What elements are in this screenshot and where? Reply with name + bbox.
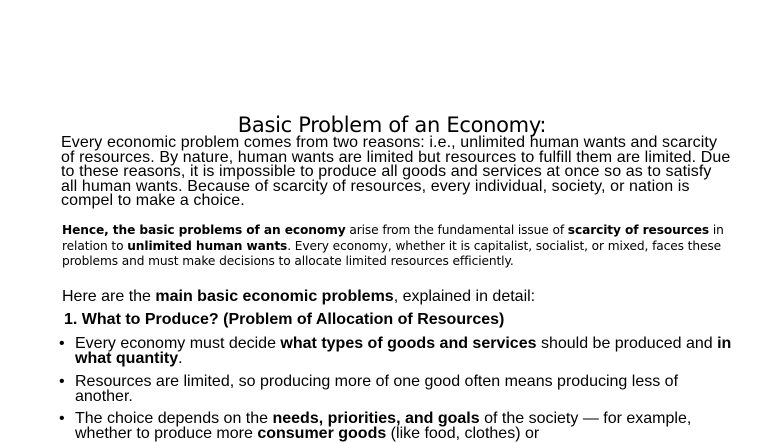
- slide-title: Basic Problem of an Economy:: [237, 113, 547, 137]
- body-text: .: [178, 350, 183, 367]
- bold-text: Hence, the basic problems of an economy: [62, 223, 346, 237]
- bold-text: scarcity of resources: [567, 223, 710, 237]
- list-item: [59, 336, 739, 366]
- scarcity-paragraph: [62, 223, 730, 270]
- bold-text: what types of goods and services: [280, 335, 537, 352]
- body-text: should be produced and: [536, 335, 718, 352]
- bold-text: main basic economic problems: [155, 288, 394, 305]
- body-text: , explained in detail:: [393, 288, 536, 305]
- section-heading: 1. What to Produce? (Problem of Allocation of Resources): [64, 311, 505, 328]
- body-text: The choice depends on the: [75, 410, 273, 427]
- body-text: Every economy must decide: [75, 335, 281, 352]
- body-text: (like food, clothes) or: [386, 425, 540, 442]
- body-text: of the society — for example, whether to produce more: [75, 410, 692, 442]
- intro-paragraph: Every economic problem comes from two reasons: i.e., unlimited human wants and scarcity of resources. By nature, human wants are limited but resources to fulfill them are limited. Due to these reasons, it is impossible to produce all goods and services at once so as to satisfy all human wants. Because of scarcity of resources, every individual, society, or nation is compel to make a choice.: [61, 134, 731, 210]
- bold-text: consumer goods: [257, 425, 387, 442]
- bold-text: in what quantity: [75, 335, 732, 367]
- list-item: [59, 374, 739, 404]
- bold-text: needs, priorities, and goals: [272, 410, 480, 427]
- list-item: [59, 411, 739, 441]
- body-text: . Every economy, whether it is capitalist, socialist, or mixed, faces these problems and must make decisions to allocate limited resources efficiently.: [62, 238, 722, 269]
- body-text: Here are the: [62, 288, 156, 305]
- body-text: Resources are limited, so producing more of one good often means producing less of another.: [75, 373, 679, 405]
- body-text: arise from the fundamental issue of: [345, 223, 568, 237]
- body-text: in relation to: [62, 223, 724, 253]
- bold-text: unlimited human wants: [127, 238, 288, 253]
- bullet-list: [59, 336, 739, 441]
- problems-intro: [62, 287, 732, 307]
